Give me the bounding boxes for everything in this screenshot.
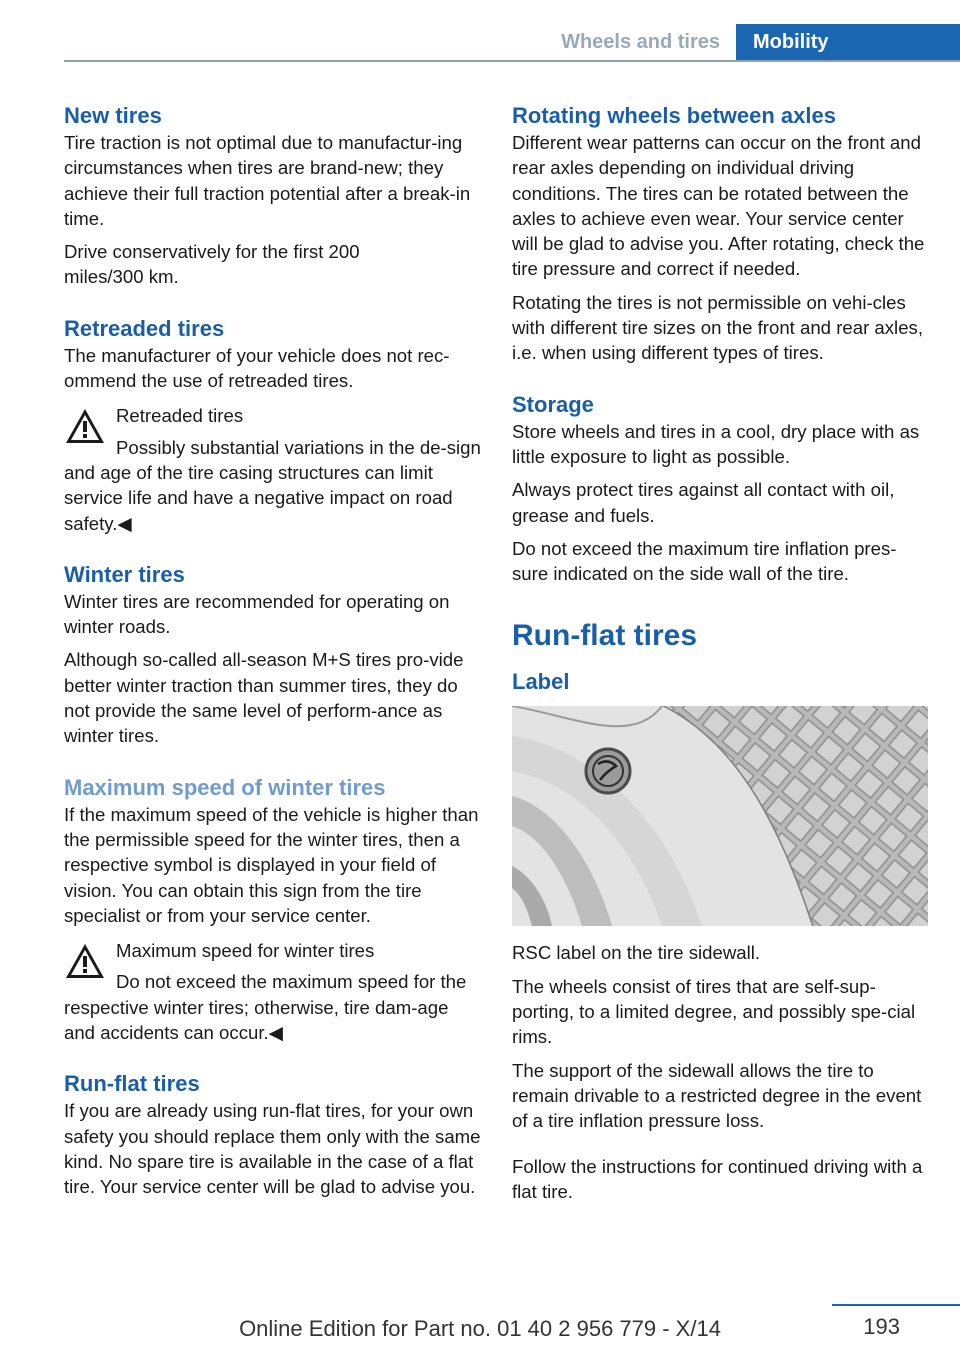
heading-max-speed-winter: Maximum speed of winter tires: [64, 774, 386, 800]
header-rule: [64, 60, 960, 62]
storage-text-2: Always protect tires against all contact with oil, grease and fuels.: [512, 479, 895, 526]
winter-text-1: Winter tires are recommended for operating on winter roads.: [64, 590, 450, 638]
warning-max-speed-title: Maximum speed for winter tires: [116, 940, 375, 962]
warning-triangle-icon: [64, 407, 106, 445]
header-section-title: Wheels and tires: [561, 31, 720, 53]
warning-retreaded: [64, 403, 482, 535]
footer-rule: [832, 1304, 960, 1306]
warning-max-speed: [64, 938, 482, 1045]
storage-text-1: Store wheels and tires in a cool, dry place with as little exposure to light as possible.: [512, 420, 920, 467]
heading-storage: Storage: [512, 391, 594, 417]
heading-new-tires: New tires: [64, 103, 162, 128]
warning-max-speed-body: Do not exceed the maximum speed for the respective winter tires; otherwise, tire dam‐age and accidents can occur.◀: [64, 971, 467, 1044]
left-column: [64, 102, 482, 1208]
storage-text-3: Do not exceed the maximum tire inflation pres‐sure indicated on the side wall of the tire.: [512, 537, 897, 585]
rotating-text-1: Different wear patterns can occur on the front and rear axles depending on individual driving conditions. The tires can be rotated between the axles to achieve even wear. Your service center will be glad to advise you. After rotating, check the tire pressure and correct if needed.: [512, 132, 925, 280]
warning-triangle-icon: [64, 942, 106, 980]
run-flat-right-text-2: The support of the sidewall allows the tire to remain drivable to a restricted degree in the event of a tire inflation pressure loss.: [512, 1059, 922, 1132]
figure-caption: RSC label on the tire sidewall.: [512, 942, 761, 964]
new-tires-text-1: Tire traction is not optimal due to manufactur‐ing circumstances when tires are brand-new; they achieve their full traction potential after a break-in time.: [64, 132, 471, 229]
right-column: [512, 102, 932, 1212]
heading-retreaded-tires: Retreaded tires: [64, 315, 225, 341]
page-number: 193: [863, 1314, 900, 1339]
retreaded-text-1: The manufacturer of your vehicle does not rec‐ommend the use of retreaded tires.: [64, 344, 450, 392]
warning-retreaded-body: Possibly substantial variations in the de‐sign and age of the tire casing structures can limit service life and have a negative impact on road safety.◀: [64, 436, 481, 534]
header-chapter-tab: Mobility: [736, 24, 960, 62]
heading-rotating-wheels: Rotating wheels between axles: [512, 103, 836, 128]
heading-label: Label: [512, 669, 570, 695]
warning-retreaded-title: Retreaded tires: [116, 405, 244, 427]
heading-run-flat-tires: Run-flat tires: [512, 619, 698, 653]
rotating-text-2: Rotating the tires is not permissible on vehi‐cles with different tire sizes on the front and rear axles, i.e. when using different types of tires.: [512, 291, 923, 364]
rsc-logo: [586, 749, 630, 793]
run-flat-left-text: If you are already using run-flat tires, for your own safety you should replace them only with the same kind. No spare tire is available in the case of a flat tire. Your service center will be glad to advise you.: [64, 1100, 481, 1198]
run-flat-right-text-3: Follow the instructions for continued driving with a flat tire.: [512, 1155, 923, 1202]
heading-winter-tires: Winter tires: [64, 561, 185, 587]
winter-text-2: Although so-called all-season M+S tires pro‐vide better winter traction than summer tires, they do not provide the same level of perform‐ance as winter tires.: [64, 649, 464, 747]
new-tires-text-2: Drive conservatively for the first 200 miles/300 km.: [64, 241, 360, 288]
max-speed-text-1: If the maximum speed of the vehicle is higher than the permissible speed for the winter tires, then a respective symbol is displayed in your field of vision. You can obtain this sign from the tire specialist or from your service center.: [64, 803, 479, 926]
rsc-tire-figure: [512, 706, 928, 926]
footer-edition: Online Edition for Part no. 01 40 2 956 779 - X/14: [239, 1316, 721, 1341]
heading-run-flat-left: Run-flat tires: [64, 1071, 200, 1097]
run-flat-right-text-1: The wheels consist of tires that are self-sup‐porting, to a limited degree, and possibly spe‐cial rims.: [512, 975, 916, 1048]
